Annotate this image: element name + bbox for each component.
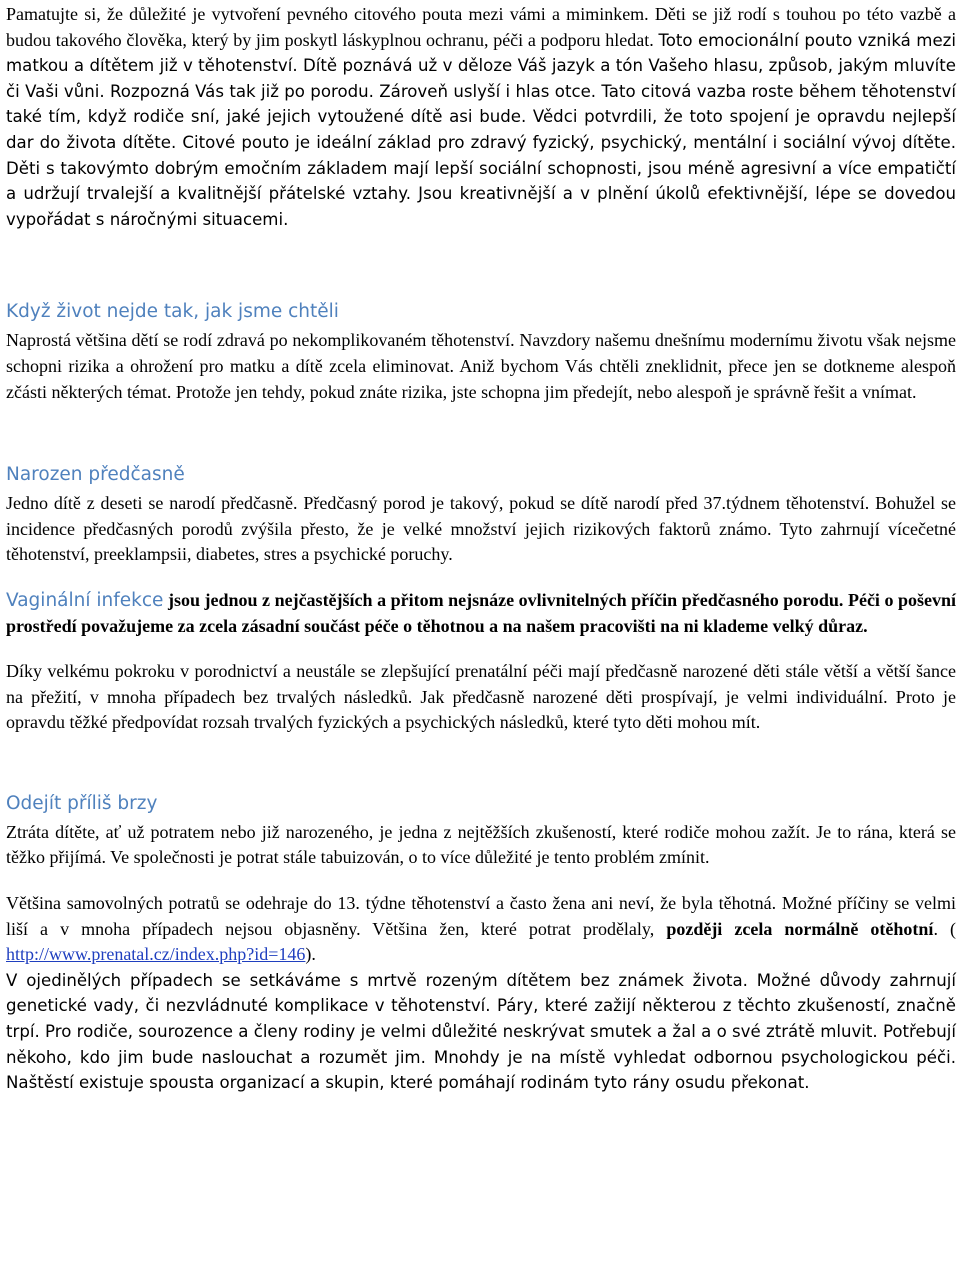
paragraph-kdyz-zivot: Naprostá většina dětí se rodí zdravá po nekomplikovaném těhotenství. Navzdory našemu dnešnímu modernímu životu však nejsme schopni rizika a ohrožení pro matku a dítě zcela eliminovat. Aniž bychom Vás chtěli zneklidnit, přece jen se dotkneme alespoň zčásti některých témat. Protože jen tehdy, pokud znáte rizika, jste schopna jim předejít, nebo alespoň je správně řešit a vnímat. [6, 330, 956, 402]
prenatal-link[interactable]: http://www.prenatal.cz/index.php?id=146 [6, 944, 306, 965]
document-page [0, 2, 960, 1282]
paragraph-vaginalni-infekce [6, 588, 956, 639]
heading-kdyz-zivot: Když život nejde tak, jak jsme chtěli [6, 301, 339, 323]
vaginal-infection-bold-text: jsou jednou z nejčastějších a přitom nejsnáze ovlivnitelných příčin předčasného porodu. Péči o poševní prostředí považujeme za zcela zásadní součást péče o těhotnou a na našem pracovišti na ni klademe velký důraz. [6, 589, 956, 636]
intro-sentence-2: Toto emocionální pouto vzniká mezi matkou a dítětem již v těhotenství. Dítě poznává už v děloze Váš jazyk a tón Vašeho hlasu, způsob, jakým mluvíte či Vaši vůni. Rozpozná Vás tak již po porodu. Zároveň uslyší i hlas otce. Tato citová vazba roste během těhotenství také tím, když rodiče sní, jaké jejich vytoužené dítě asi bude. Vědci potvrdili, že toto spojení je opravdu nejlepší dar do života dítěte. Citové pouto je ideální základ pro zdravý fyzický, psychický, mentální i sociální vývoj dítěte. Děti s takovýmto dobrým emočním základem mají lepší sociální schopnosti, jsou méně agresivní a více empatičtí a udržují trvalejší a kvalitnější přátelské vztahy. Jsou kreativnější a v plnění úkolů efektivnější, lépe se dovedou vypořádat s náročnými situacemi. [6, 30, 957, 229]
miscarriage-bold-text: později zcela normálně otěhotní [666, 918, 934, 939]
paragraph-narozen-predcasne: Jedno dítě z deseti se narodí předčasně. Předčasný porod je takový, pokud se dítě narodí před 37.týdnem těhotenství. Bohužel se incidence předčasných porodů zvýšila přesto, že je velké množství jejich rizikových faktorů známo. Tyto zahrnují vícečetné těhotenství, preeklampsii, diabetes, stres a psychické poruchy. [6, 493, 956, 565]
intro-paragraph [6, 2, 956, 232]
miscarriage-text: Většina samovolných potratů se odehraje do 13. týdne těhotenství a často žena ani neví, že byla těhotná. Možné příčiny se velmi liší a v mnoha případech nejsou objasněny. Většina žen, které potrat prodělaly, [6, 893, 956, 939]
miscarriage-paren-close: ). [305, 944, 316, 965]
intro-sentence-1: Pamatujte si, že důležité je vytvoření pevného citového pouta mezi vámi a miminkem. Děti se již rodí s touhou po této vazbě a budou takového člověka, který by jim poskytl láskyplnou ochranu, péči a podporu hledat. [6, 4, 956, 50]
paragraph-mrtve-rozene: V ojedinělých případech se setkáváme s mrtvě rozeným dítětem bez známek života. Možné důvody zahrnují genetické vady, či nezvládnuté komplikace v těhotenství. Páry, které zažijí některou z těchto zkušeností, značně trpí. Pro rodiče, sourozence a členy rodiny je velmi důležité neskrývat smutek a žal a o své ztrátě mluvit. Potřebují někoho, kdo jim bude naslouchat a rozumět jim. Mnohdy je na místě vyhledat odbornou psychologickou péči. Naštěstí existuje spousta organizací a skupin, které pomáhají rodinám tyto rány osudu překonat. [6, 970, 956, 1093]
paragraph-pokrok-porodnictvi: Díky velkému pokroku v porodnictví a neustále se zlepšující prenatální péči mají předčasně narozené děti stále větší a větší šance na přežití, v mnoha případech bez trvalých následků. Jak předčasně narozené děti prospívají, je velmi individuální. Proto je opravdu těžké předpovídat rozsah trvalých fyzických a psychických následků, které tyto děti mohou mít. [6, 661, 956, 733]
heading-narozen-predcasne: Narozen předčasně [6, 464, 185, 486]
miscarriage-paren-open: . ( [933, 918, 956, 939]
vaginal-infection-term: Vaginální infekce [6, 589, 164, 611]
heading-odejit-prilis-brzy: Odejít příliš brzy [6, 792, 158, 814]
paragraph-ztrata-ditete: Ztráta dítěte, ať už potratem nebo již narozeného, je jedna z nejtěžších zkušeností, které rodiče mohou zažít. Je to rána, která se těžko přijímá. Ve společnosti je potrat stále tabuizován, o to více důležité je tento problém zmínit. [6, 821, 956, 868]
paragraph-samovolne-potraty [6, 891, 956, 968]
